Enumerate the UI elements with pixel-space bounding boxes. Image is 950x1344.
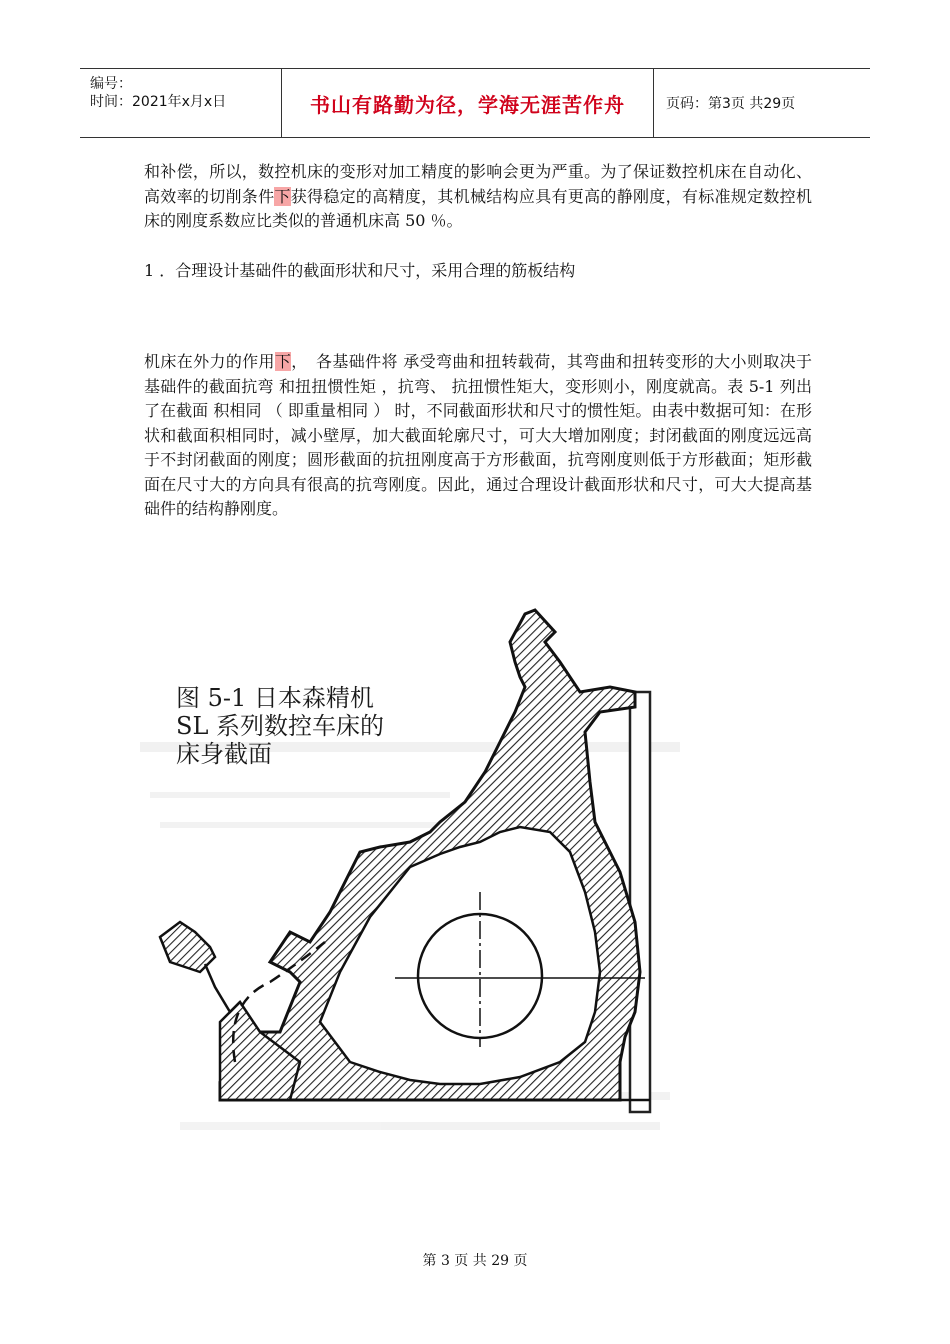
section-heading: 1 ．合理设计基础件的截面形状和尺寸，采用合理的筋板结构 bbox=[144, 261, 576, 280]
paragraph-2 bbox=[144, 350, 812, 522]
header-motto: 书山有路勤为径，学海无涯苦作舟 bbox=[310, 92, 625, 117]
figure-caption-line-1: 图 5-1 日本森精机 bbox=[176, 684, 374, 712]
paragraph-1 bbox=[144, 160, 812, 234]
highlighted-text: 下 bbox=[274, 186, 291, 206]
header-meta-cell bbox=[80, 69, 282, 137]
figure-caption-line-2: SL 系列数控车床的 bbox=[176, 712, 385, 740]
right-wall bbox=[630, 692, 650, 1112]
document-number-label: 编号： bbox=[90, 76, 132, 92]
left-arm bbox=[160, 922, 215, 972]
highlighted-text: 下 bbox=[274, 352, 292, 371]
left-arm-link bbox=[205, 964, 240, 1012]
document-time-label: 时间：2021年x月x日 bbox=[90, 94, 227, 110]
text-segment: 获得稳定的高精度，其机械结构应具有更高的静刚度，有标准规定数控机床的刚度系数应比类似的普通机床高 50 ％。 bbox=[144, 186, 812, 230]
figure-caption-line-3: 床身截面 bbox=[176, 740, 272, 768]
text-segment: 机床在外力的作用 bbox=[144, 352, 275, 371]
text-segment: 和补偿，所以，数控机床的变形对加工精度的影响会更为严重。为了保证数控机床在自动化、高效率的切削条件 bbox=[144, 162, 812, 206]
lathe-bed-cross-section-drawing bbox=[140, 592, 680, 1152]
header-motto-cell bbox=[282, 69, 654, 137]
page-footer: 第 3 页 共 29 页 bbox=[422, 1253, 528, 1269]
page-header bbox=[80, 68, 870, 138]
header-page-info: 页码：第3页 共29页 bbox=[666, 96, 796, 112]
bed-section-figure bbox=[140, 592, 680, 1152]
text-segment: ， 各基础件将 承受弯曲和扭转载荷，其弯曲和扭转变形的大小则取决于基础件的截面抗弯 和扭扭惯性矩 ，抗弯、 抗扭惯性矩大，变形则小，刚度就高。表 5-1 列出了在截面 积相同 （ 即重量相同 ） 时，不同截面形状和尺寸的惯性矩。由表中数据可知：在形状和截面积相同时，减小壁厚，加大截面轮廓尺寸，可大大增加刚度；封闭截面的刚度远远高于不封闭截面的刚度；圆形截面的抗扭刚度高于方形截面，抗弯刚度则低于方形截面；矩形截面在尺寸大的方向具有很高的抗弯刚度。因此，通过合理设计截面形状和尺寸，可大大提高基础件的结构静刚度。 bbox=[144, 352, 812, 518]
